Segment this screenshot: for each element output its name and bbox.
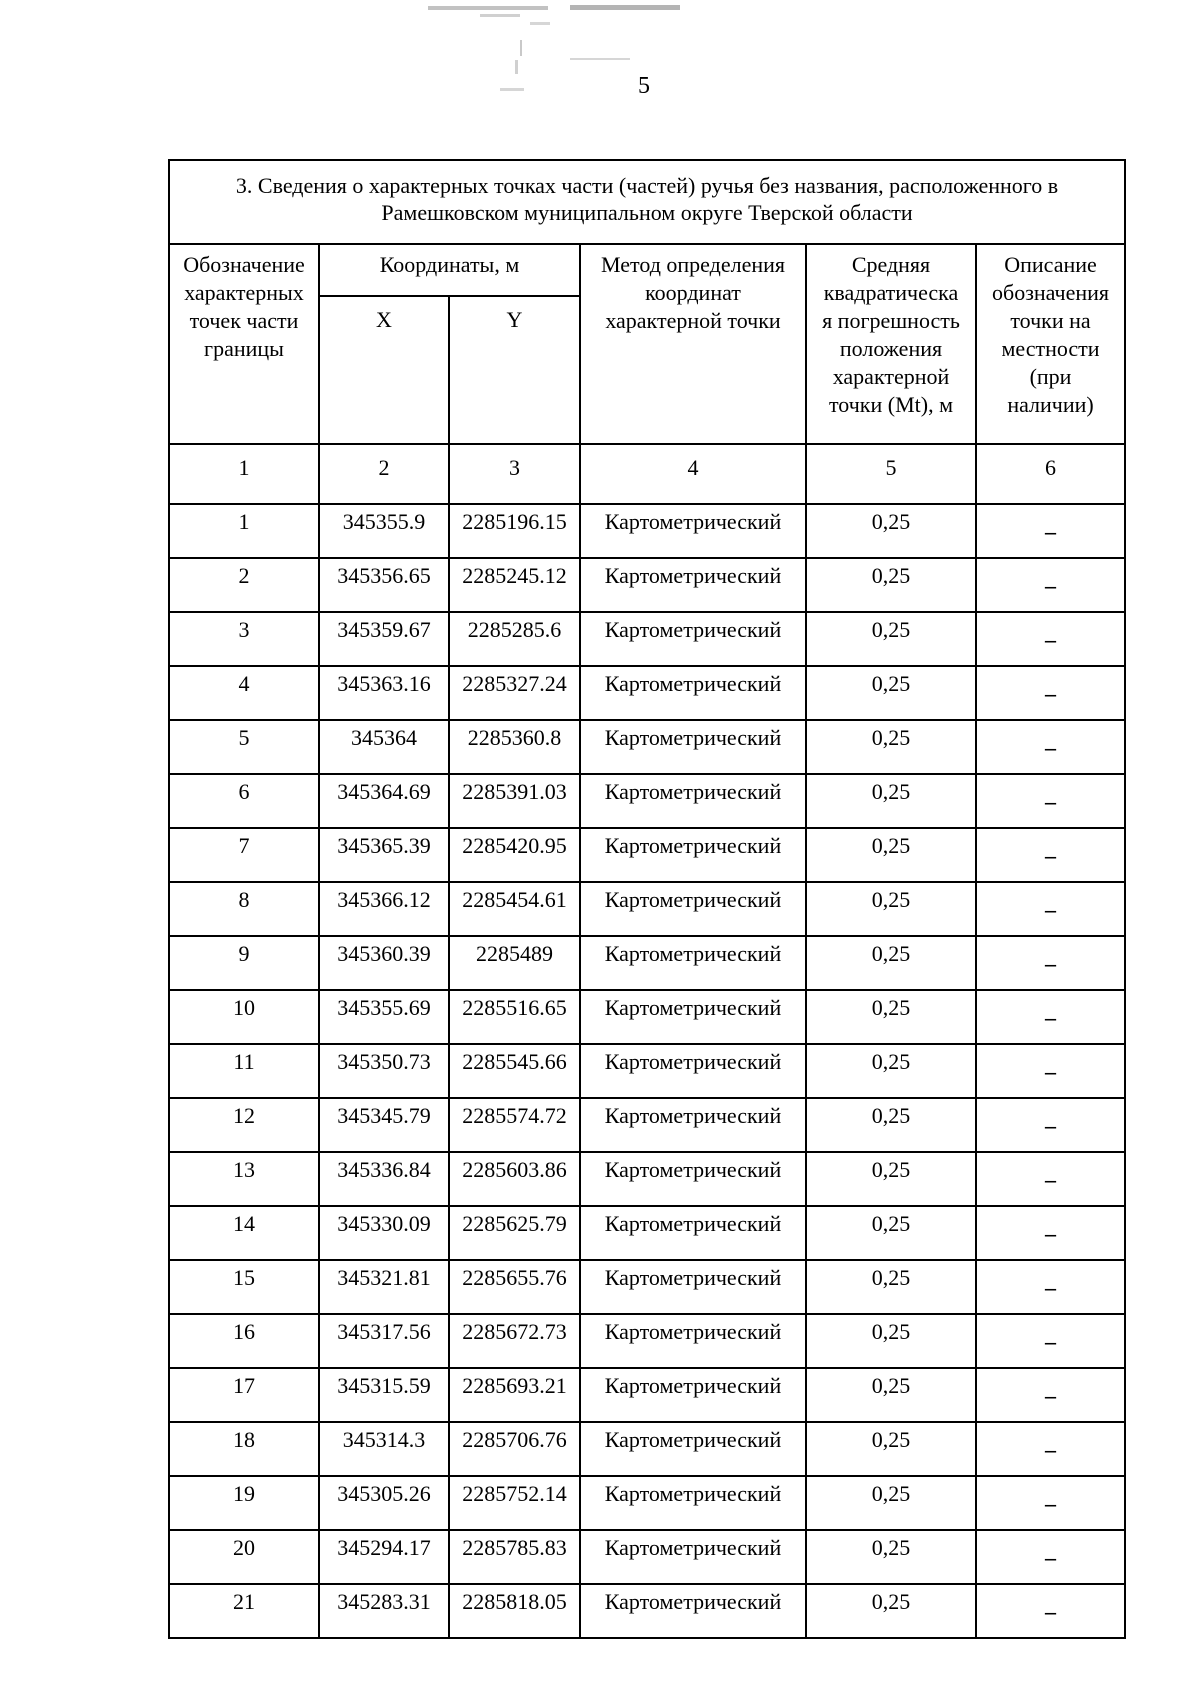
error-cell: 0,25	[806, 1152, 976, 1206]
error-cell: 0,25	[806, 774, 976, 828]
table-caption: 3. Сведения о характерных точках части (частей) ручья без названия, расположенного в Рамешковском муниципальном округе Тверской области	[169, 160, 1125, 244]
table-row	[169, 882, 1125, 936]
column-number: 3	[449, 444, 580, 504]
error-cell: 0,25	[806, 1044, 976, 1098]
error-cell: 0,25	[806, 1476, 976, 1530]
coordinate-y-cell: 2285545.66	[449, 1044, 580, 1098]
coordinate-y-cell: 2285574.72	[449, 1098, 580, 1152]
error-cell: 0,25	[806, 666, 976, 720]
point-number-cell: 20	[169, 1530, 319, 1584]
description-cell: –	[976, 1476, 1125, 1530]
characteristic-points-table	[168, 159, 1126, 1639]
method-cell: Картометрический	[580, 1260, 806, 1314]
error-cell: 0,25	[806, 1422, 976, 1476]
point-number-cell: 21	[169, 1584, 319, 1638]
coordinate-x-cell: 345314.3	[319, 1422, 449, 1476]
coordinate-y-cell: 2285672.73	[449, 1314, 580, 1368]
table-row	[169, 1422, 1125, 1476]
coordinate-x-cell: 345315.59	[319, 1368, 449, 1422]
table-row	[169, 1314, 1125, 1368]
method-cell: Картометрический	[580, 1584, 806, 1638]
coordinate-x-cell: 345336.84	[319, 1152, 449, 1206]
coordinate-x-cell: 345305.26	[319, 1476, 449, 1530]
coordinate-y-cell: 2285603.86	[449, 1152, 580, 1206]
description-cell: –	[976, 882, 1125, 936]
point-number-cell: 7	[169, 828, 319, 882]
table-row	[169, 1206, 1125, 1260]
coordinate-y-cell: 2285516.65	[449, 990, 580, 1044]
header-y: Y	[449, 296, 580, 444]
scan-artifact	[420, 0, 760, 110]
point-number-cell: 4	[169, 666, 319, 720]
header-error: Средняя квадратическа я погрешность положения характерной точки (Mt), м	[806, 244, 976, 444]
coordinate-y-cell: 2285693.21	[449, 1368, 580, 1422]
coordinate-x-cell: 345321.81	[319, 1260, 449, 1314]
coordinate-x-cell: 345365.39	[319, 828, 449, 882]
error-cell: 0,25	[806, 1314, 976, 1368]
coordinate-x-cell: 345317.56	[319, 1314, 449, 1368]
description-cell: –	[976, 1584, 1125, 1638]
description-cell: –	[976, 1314, 1125, 1368]
point-number-cell: 19	[169, 1476, 319, 1530]
coordinate-y-cell: 2285655.76	[449, 1260, 580, 1314]
description-cell: –	[976, 1206, 1125, 1260]
column-number: 4	[580, 444, 806, 504]
header-coordinates: Координаты, м	[319, 244, 580, 296]
coordinate-x-cell: 345294.17	[319, 1530, 449, 1584]
column-number: 2	[319, 444, 449, 504]
coordinate-y-cell: 2285196.15	[449, 504, 580, 558]
coordinate-x-cell: 345283.31	[319, 1584, 449, 1638]
coordinate-y-cell: 2285489	[449, 936, 580, 990]
method-cell: Картометрический	[580, 828, 806, 882]
error-cell: 0,25	[806, 504, 976, 558]
coordinate-y-cell: 2285360.8	[449, 720, 580, 774]
coordinate-y-cell: 2285454.61	[449, 882, 580, 936]
table-row	[169, 666, 1125, 720]
coordinate-y-cell: 2285785.83	[449, 1530, 580, 1584]
point-number-cell: 10	[169, 990, 319, 1044]
table-row	[169, 504, 1125, 558]
coordinate-x-cell: 345359.67	[319, 612, 449, 666]
description-cell: –	[976, 612, 1125, 666]
coordinate-y-cell: 2285420.95	[449, 828, 580, 882]
method-cell: Картометрический	[580, 882, 806, 936]
method-cell: Картометрический	[580, 774, 806, 828]
point-number-cell: 3	[169, 612, 319, 666]
description-cell: –	[976, 1530, 1125, 1584]
method-cell: Картометрический	[580, 1098, 806, 1152]
error-cell: 0,25	[806, 1368, 976, 1422]
description-cell: –	[976, 1098, 1125, 1152]
header-description: Описание обозначения точки на местности (при наличии)	[976, 244, 1125, 444]
header-method: Метод определения координат характерной точки	[580, 244, 806, 444]
point-number-cell: 6	[169, 774, 319, 828]
method-cell: Картометрический	[580, 504, 806, 558]
coordinate-y-cell: 2285706.76	[449, 1422, 580, 1476]
coordinate-x-cell: 345364	[319, 720, 449, 774]
table-row	[169, 1152, 1125, 1206]
description-cell: –	[976, 828, 1125, 882]
point-number-cell: 14	[169, 1206, 319, 1260]
error-cell: 0,25	[806, 882, 976, 936]
coordinate-y-cell: 2285285.6	[449, 612, 580, 666]
table-row	[169, 558, 1125, 612]
column-number: 5	[806, 444, 976, 504]
method-cell: Картометрический	[580, 936, 806, 990]
column-number-row	[169, 444, 1125, 504]
method-cell: Картометрический	[580, 990, 806, 1044]
point-number-cell: 11	[169, 1044, 319, 1098]
error-cell: 0,25	[806, 1584, 976, 1638]
error-cell: 0,25	[806, 1098, 976, 1152]
coordinate-x-cell: 345350.73	[319, 1044, 449, 1098]
page-number: 5	[638, 73, 650, 99]
method-cell: Картометрический	[580, 1476, 806, 1530]
error-cell: 0,25	[806, 1530, 976, 1584]
point-number-cell: 15	[169, 1260, 319, 1314]
coordinate-x-cell: 345345.79	[319, 1098, 449, 1152]
method-cell: Картометрический	[580, 1206, 806, 1260]
error-cell: 0,25	[806, 990, 976, 1044]
coordinate-x-cell: 345355.69	[319, 990, 449, 1044]
point-number-cell: 13	[169, 1152, 319, 1206]
point-number-cell: 8	[169, 882, 319, 936]
description-cell: –	[976, 1260, 1125, 1314]
table-row	[169, 774, 1125, 828]
table-row	[169, 1584, 1125, 1638]
method-cell: Картометрический	[580, 1152, 806, 1206]
error-cell: 0,25	[806, 1206, 976, 1260]
column-number: 1	[169, 444, 319, 504]
point-number-cell: 2	[169, 558, 319, 612]
error-cell: 0,25	[806, 558, 976, 612]
column-number: 6	[976, 444, 1125, 504]
description-cell: –	[976, 504, 1125, 558]
method-cell: Картометрический	[580, 1314, 806, 1368]
coordinate-y-cell: 2285625.79	[449, 1206, 580, 1260]
point-number-cell: 17	[169, 1368, 319, 1422]
point-number-cell: 9	[169, 936, 319, 990]
error-cell: 0,25	[806, 828, 976, 882]
coordinate-x-cell: 345364.69	[319, 774, 449, 828]
method-cell: Картометрический	[580, 1044, 806, 1098]
description-cell: –	[976, 990, 1125, 1044]
coordinate-y-cell: 2285327.24	[449, 666, 580, 720]
table-row	[169, 990, 1125, 1044]
coordinate-x-cell: 345356.65	[319, 558, 449, 612]
coordinate-x-cell: 345360.39	[319, 936, 449, 990]
point-number-cell: 16	[169, 1314, 319, 1368]
error-cell: 0,25	[806, 1260, 976, 1314]
description-cell: –	[976, 1044, 1125, 1098]
method-cell: Картометрический	[580, 720, 806, 774]
method-cell: Картометрический	[580, 1422, 806, 1476]
coordinate-x-cell: 345366.12	[319, 882, 449, 936]
method-cell: Картометрический	[580, 1530, 806, 1584]
description-cell: –	[976, 558, 1125, 612]
table-row	[169, 936, 1125, 990]
description-cell: –	[976, 720, 1125, 774]
point-number-cell: 5	[169, 720, 319, 774]
table-row	[169, 1476, 1125, 1530]
table-row	[169, 828, 1125, 882]
method-cell: Картометрический	[580, 558, 806, 612]
table-row	[169, 1098, 1125, 1152]
coordinate-y-cell: 2285818.05	[449, 1584, 580, 1638]
description-cell: –	[976, 1368, 1125, 1422]
coordinate-y-cell: 2285245.12	[449, 558, 580, 612]
table-row	[169, 1260, 1125, 1314]
coordinate-y-cell: 2285391.03	[449, 774, 580, 828]
table-row	[169, 720, 1125, 774]
method-cell: Картометрический	[580, 666, 806, 720]
error-cell: 0,25	[806, 936, 976, 990]
description-cell: –	[976, 1422, 1125, 1476]
error-cell: 0,25	[806, 612, 976, 666]
method-cell: Картометрический	[580, 612, 806, 666]
point-number-cell: 12	[169, 1098, 319, 1152]
coordinate-y-cell: 2285752.14	[449, 1476, 580, 1530]
header-designation: Обозначение характерных точек части границы	[169, 244, 319, 444]
point-number-cell: 18	[169, 1422, 319, 1476]
table-row	[169, 612, 1125, 666]
description-cell: –	[976, 936, 1125, 990]
error-cell: 0,25	[806, 720, 976, 774]
coordinate-x-cell: 345355.9	[319, 504, 449, 558]
table-row	[169, 1044, 1125, 1098]
coordinate-x-cell: 345330.09	[319, 1206, 449, 1260]
description-cell: –	[976, 774, 1125, 828]
table-row	[169, 1368, 1125, 1422]
description-cell: –	[976, 666, 1125, 720]
description-cell: –	[976, 1152, 1125, 1206]
coordinate-x-cell: 345363.16	[319, 666, 449, 720]
table-row	[169, 1530, 1125, 1584]
header-x: X	[319, 296, 449, 444]
method-cell: Картометрический	[580, 1368, 806, 1422]
point-number-cell: 1	[169, 504, 319, 558]
